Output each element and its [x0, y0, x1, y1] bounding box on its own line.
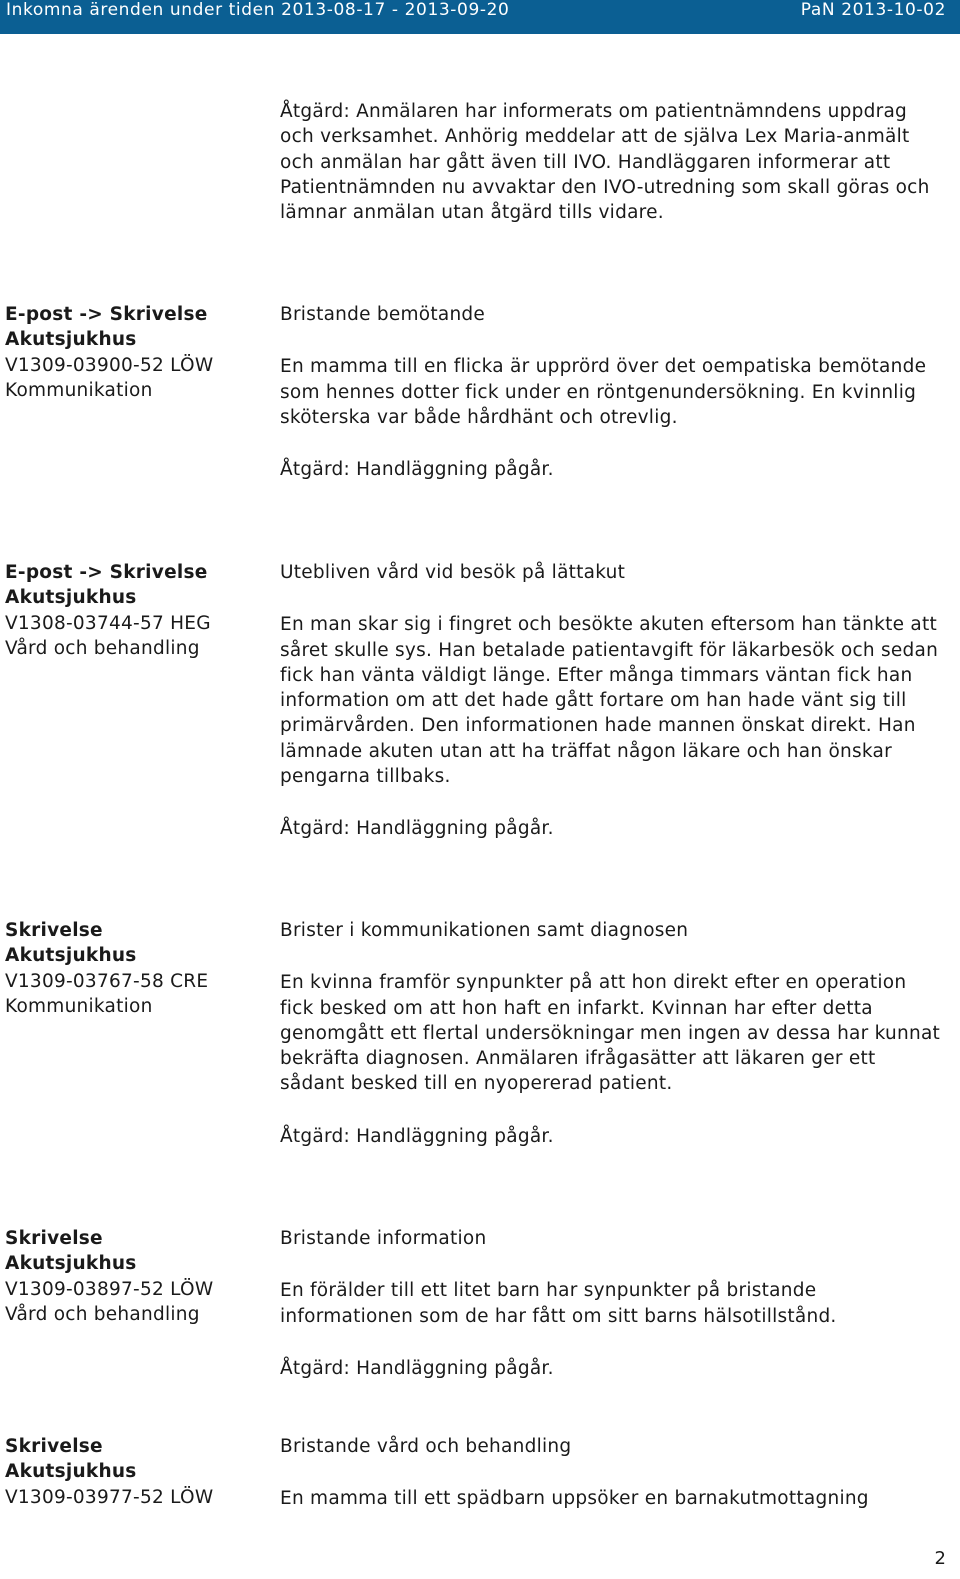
case-unit: Akutsjukhus [5, 945, 137, 967]
case-channel: E-post -> Skrivelse [5, 304, 208, 325]
case-subject: Bristande information [280, 1228, 487, 1249]
page-header [0, 0, 960, 34]
case-unit: Akutsjukhus [5, 587, 137, 609]
case-id: V1309-03767-58 CRE [5, 970, 209, 992]
case-meta [5, 560, 275, 661]
case-channel: Skrivelse [5, 1228, 103, 1249]
case-body [280, 918, 945, 1149]
case-unit: Akutsjukhus [5, 1461, 137, 1483]
case-description: En förälder till ett litet barn har synpunkter på bristande informationen som de har fått om sitt barns hälsotillstånd. [280, 1280, 837, 1327]
case-unit: Akutsjukhus [5, 1253, 137, 1275]
case-subject: Bristande vård och behandling [280, 1436, 572, 1457]
case-body [280, 302, 945, 482]
case-channel: Skrivelse [5, 1436, 103, 1457]
header-date: PaN 2013-10-02 [800, 0, 946, 20]
case-action: Åtgärd: Handläggning pågår. [280, 459, 554, 481]
case-action: Åtgärd: Handläggning pågår. [280, 1125, 554, 1147]
page-number: 2 [934, 1548, 946, 1569]
case-unit: Akutsjukhus [5, 329, 137, 351]
case-description: En mamma till en flicka är upprörd över det oempatiska bemötande som hennes dotter fick under en röntgenundersökning. En kvinnlig sköterska var både hårdhänt och otrevlig. [280, 356, 927, 428]
case-subject: Utebliven vård vid besök på lättakut [280, 562, 626, 583]
case-id: V1309-03977-52 LÖW [5, 1486, 214, 1508]
case-body [280, 560, 945, 842]
case-action: Åtgärd: Handläggning pågår. [280, 818, 554, 840]
case-category: Kommunikation [5, 379, 153, 401]
case-channel: E-post -> Skrivelse [5, 562, 208, 583]
case-description: En mamma till ett spädbarn uppsöker en barnakutmottagning [280, 1488, 869, 1510]
header-title: Inkomna ärenden under tiden 2013-08-17 - 2013-09-20 [6, 0, 510, 20]
case-meta [5, 302, 275, 403]
case-id: V1309-03900-52 LÖW [5, 354, 214, 376]
case-id: V1308-03744-57 HEG [5, 612, 211, 634]
case-description: En man skar sig i fingret och besökte akuten eftersom han tänkte att såret skulle sys. Han betalade patientavgift för läkarbesök och sedan fick han vänta väldigt länge. Efter många timmars väntan fick han information om att det hade gått fortare om han hade vänt sig till primärvården. Den informationen hade mannen önskat direkt. Han lämnade akuten utan att ha träffat någon läkare och han önskar pengarna tillbaks. [280, 614, 939, 788]
intro-action-text: Åtgärd: Anmälaren har informerats om patientnämndens uppdrag och verksamhet. Anhörig meddelar att de själva Lex Maria-anmält och anmälan har gått även till IVO. Handläggaren informerar att Patientnämnden nu avvaktar den IVO-utredning som skall göras och lämnar anmälan utan åtgärd tills vidare. [280, 101, 930, 224]
case-subject: Brister i kommunikationen samt diagnosen [280, 920, 689, 941]
case-meta [5, 1434, 275, 1510]
case-body [280, 1226, 945, 1381]
case-category: Kommunikation [5, 995, 153, 1017]
case-meta [5, 918, 275, 1019]
case-body [280, 1434, 945, 1512]
case-meta [5, 1226, 275, 1327]
case-subject: Bristande bemötande [280, 304, 486, 325]
case-action: Åtgärd: Handläggning pågår. [280, 1357, 554, 1379]
case-description: En kvinna framför synpunkter på att hon direkt efter en operation fick besked om att hon haft en infarkt. Kvinnan har efter detta genomgått ett flertal undersökningar men ingen av dessa har kunnat bekräfta diagnosen. Anmälaren ifrågasätter att läkaren ger ett sådant besked till en nyopererad patient. [280, 972, 941, 1095]
case-channel: Skrivelse [5, 920, 103, 941]
case-category: Vård och behandling [5, 637, 200, 659]
case-id: V1309-03897-52 LÖW [5, 1278, 214, 1300]
case-category: Vård och behandling [5, 1303, 200, 1325]
